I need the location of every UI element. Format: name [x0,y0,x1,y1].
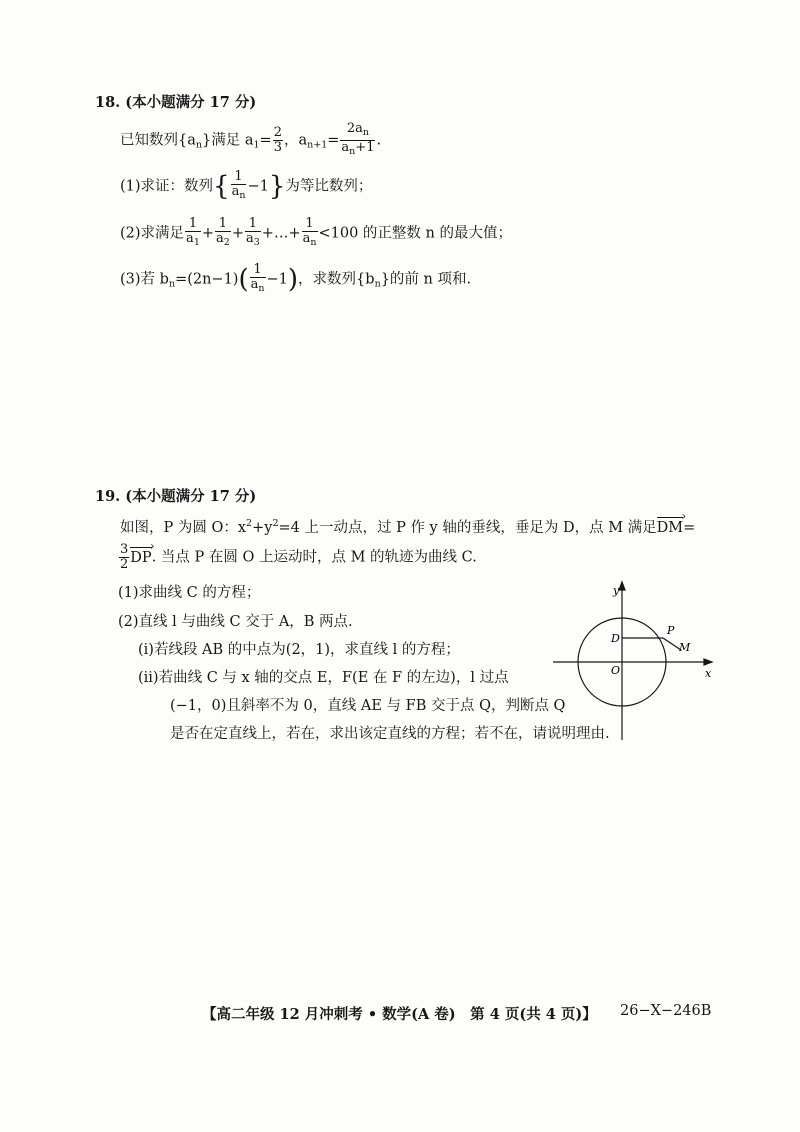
q19-part1: (1)求曲线 C 的方程； [118,585,261,601]
q19-line1: 如图，P 为圆 O：$x^2+y^2=4$ 上一动点，过 P 作 y 轴的垂线，垂足为 D，点 M 满足› DM= [120,514,695,538]
q19-figure [545,580,720,745]
q19-heading: 19. (本小题满分 17 分) [95,488,257,505]
point-m-label: M [679,641,691,654]
q18-part3: (3)若 $b_n=(2n-1)$( $\frac{1}{a_n}$ −1)，求数列$\{b_n\}$的前 n 项和. [120,262,472,295]
q18-intro: 已知数列$\{a_n\}$满足 $a_1=$ $\frac{2}{3}$ ，$a_{n+1}=$ $\frac{2a_n}{a_n+1}$ . [120,121,382,157]
footer-exam-info: 【高二年级 12 月冲刺考 • 数学(A 卷) 第 4 页(共 4 页)】 [202,1006,597,1023]
origin-label: O [611,664,621,677]
x-axis-label: x [705,667,712,680]
q19-part2: (2)直线 l 与曲线 C 交于 A，B 两点. [118,614,353,630]
q18-heading: 18. (本小题满分 17 分) [95,94,257,111]
x-axis-arrow [704,659,712,665]
q19-part2-ii-c: 是否在定直线上，若在，求出该定直线的方程；若不在，请说明理由. [170,726,610,742]
q19-part2-ii-b: (−1，0)且斜率不为 0，直线 AE 与 FB 交于点 Q，判断点 Q [170,698,566,714]
point-d-label: D [611,632,620,645]
q19-line2: $\frac{3}{2}$ › DP. 当点 P 在圆 O 上运动时，点 M 的轨迹为曲线 C. [118,543,477,572]
y-axis-arrow [619,582,625,590]
q18-part1: (1)求证：数列{ $\frac{1}{a_n}$ −1}为等比数列； [120,169,373,202]
q19-part2-ii-a: (ⅱ)若曲线 C 与 x 轴的交点 E，F(E 在 F 的左边)，l 过点 [138,670,509,686]
point-p-label: P [667,624,675,637]
q19-part2-i: (ⅰ)若线段 AB 的中点为(2，1)，求直线 l 的方程； [138,642,460,658]
footer-code: 26−X−246B [620,1003,712,1019]
y-axis-label: y [613,584,620,597]
q18-part2: (2)求满足 $\frac{1}{a_1}$ + $\frac{1}{a_2}$ + $\frac{1}{a_3}$ +…+ $\frac{1}{a_n}$ <100 的正整数 n 的最大值； [120,216,512,248]
